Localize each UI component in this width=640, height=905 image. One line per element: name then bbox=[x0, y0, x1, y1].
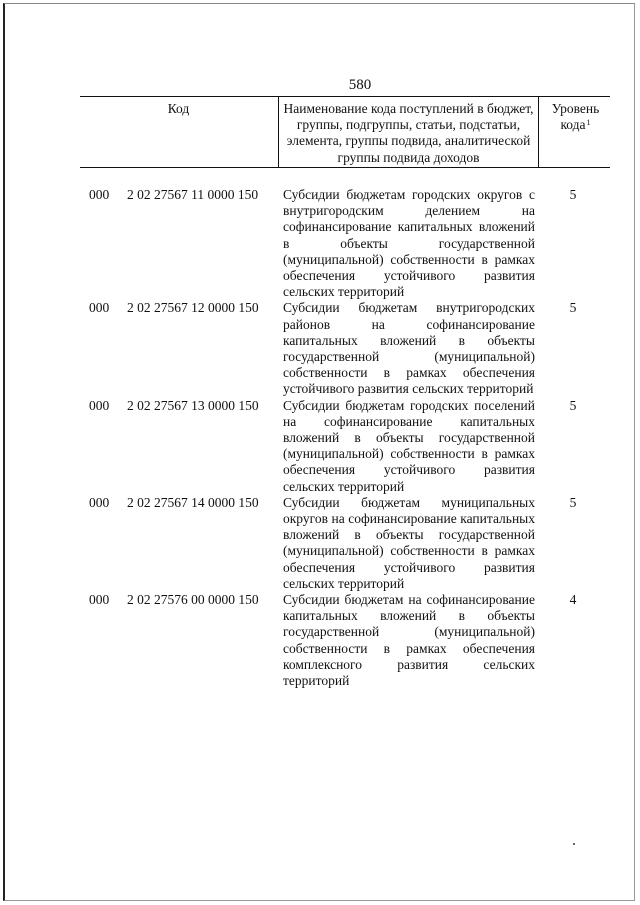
row-description: Субсидии бюджетам муниципальных округов на софинансирование капитальных вложений в объекты государственной (муниципальной) собственности в рамках обеспечения устойчивого развития сельских территорий bbox=[283, 494, 535, 591]
row-prefix: 000 bbox=[89, 187, 110, 202]
row-level: 5 bbox=[569, 397, 577, 413]
table-row bbox=[0, 398, 640, 495]
row-code: 2 02 27567 12 0000 150 bbox=[127, 300, 259, 316]
row-description: Субсидии бюджетам внутригородских районов на софинансирование капитальных вложений в объекты государственной (муниципальной) собственности в рамках обеспечения устойчивого развития сельских территорий bbox=[283, 300, 535, 397]
row-prefix: 000 bbox=[89, 300, 110, 316]
table-row bbox=[0, 300, 640, 397]
header-level bbox=[541, 101, 610, 133]
row-code: 2 02 27567 11 0000 150 bbox=[127, 187, 259, 202]
row-code: 2 02 27567 14 0000 150 bbox=[127, 494, 259, 510]
row-description: Субсидии бюджетам городских округов с внутригородским делением на софинансирование капитальных вложений в объекты государственной (муниципальной) собственности в рамках обеспечения устойчивого развития сельских территорий bbox=[283, 187, 535, 300]
header-level-footnote: 1 bbox=[586, 118, 591, 128]
table-body bbox=[0, 187, 640, 689]
table-header bbox=[80, 96, 610, 168]
row-description: Субсидии бюджетам на софинансирование капитальных вложений в объекты государственной (муниципальной) собственности в рамках обеспечения комплексного развития сельских территорий bbox=[283, 592, 535, 689]
row-level: 5 bbox=[569, 494, 577, 510]
header-name: Наименование кода поступлений в бюджет, группы, подгруппы, статьи, подстатьи, элемента, группы подвида, аналитической группы подвида доходов bbox=[278, 97, 539, 167]
row-code: 2 02 27567 13 0000 150 bbox=[127, 397, 259, 413]
header-level-label: Уровень кода bbox=[551, 101, 600, 133]
table-row bbox=[0, 592, 640, 689]
scan-speck bbox=[573, 843, 575, 845]
row-prefix: 000 bbox=[89, 494, 110, 510]
row-prefix: 000 bbox=[89, 397, 110, 413]
table-row bbox=[0, 495, 640, 592]
row-level: 4 bbox=[569, 592, 577, 608]
page-number: 580 bbox=[348, 77, 372, 93]
header-code: Код bbox=[167, 101, 190, 116]
row-level: 5 bbox=[569, 300, 577, 316]
row-description: Субсидии бюджетам городских поселений на софинансирование капитальных вложений в объекты государственной (муниципальной) собственности в рамках обеспечения устойчивого развития сельских территорий bbox=[283, 397, 535, 494]
row-level: 5 bbox=[569, 187, 577, 202]
table-row bbox=[0, 187, 640, 300]
row-code: 2 02 27576 00 0000 150 bbox=[127, 592, 259, 608]
row-prefix: 000 bbox=[89, 592, 110, 608]
